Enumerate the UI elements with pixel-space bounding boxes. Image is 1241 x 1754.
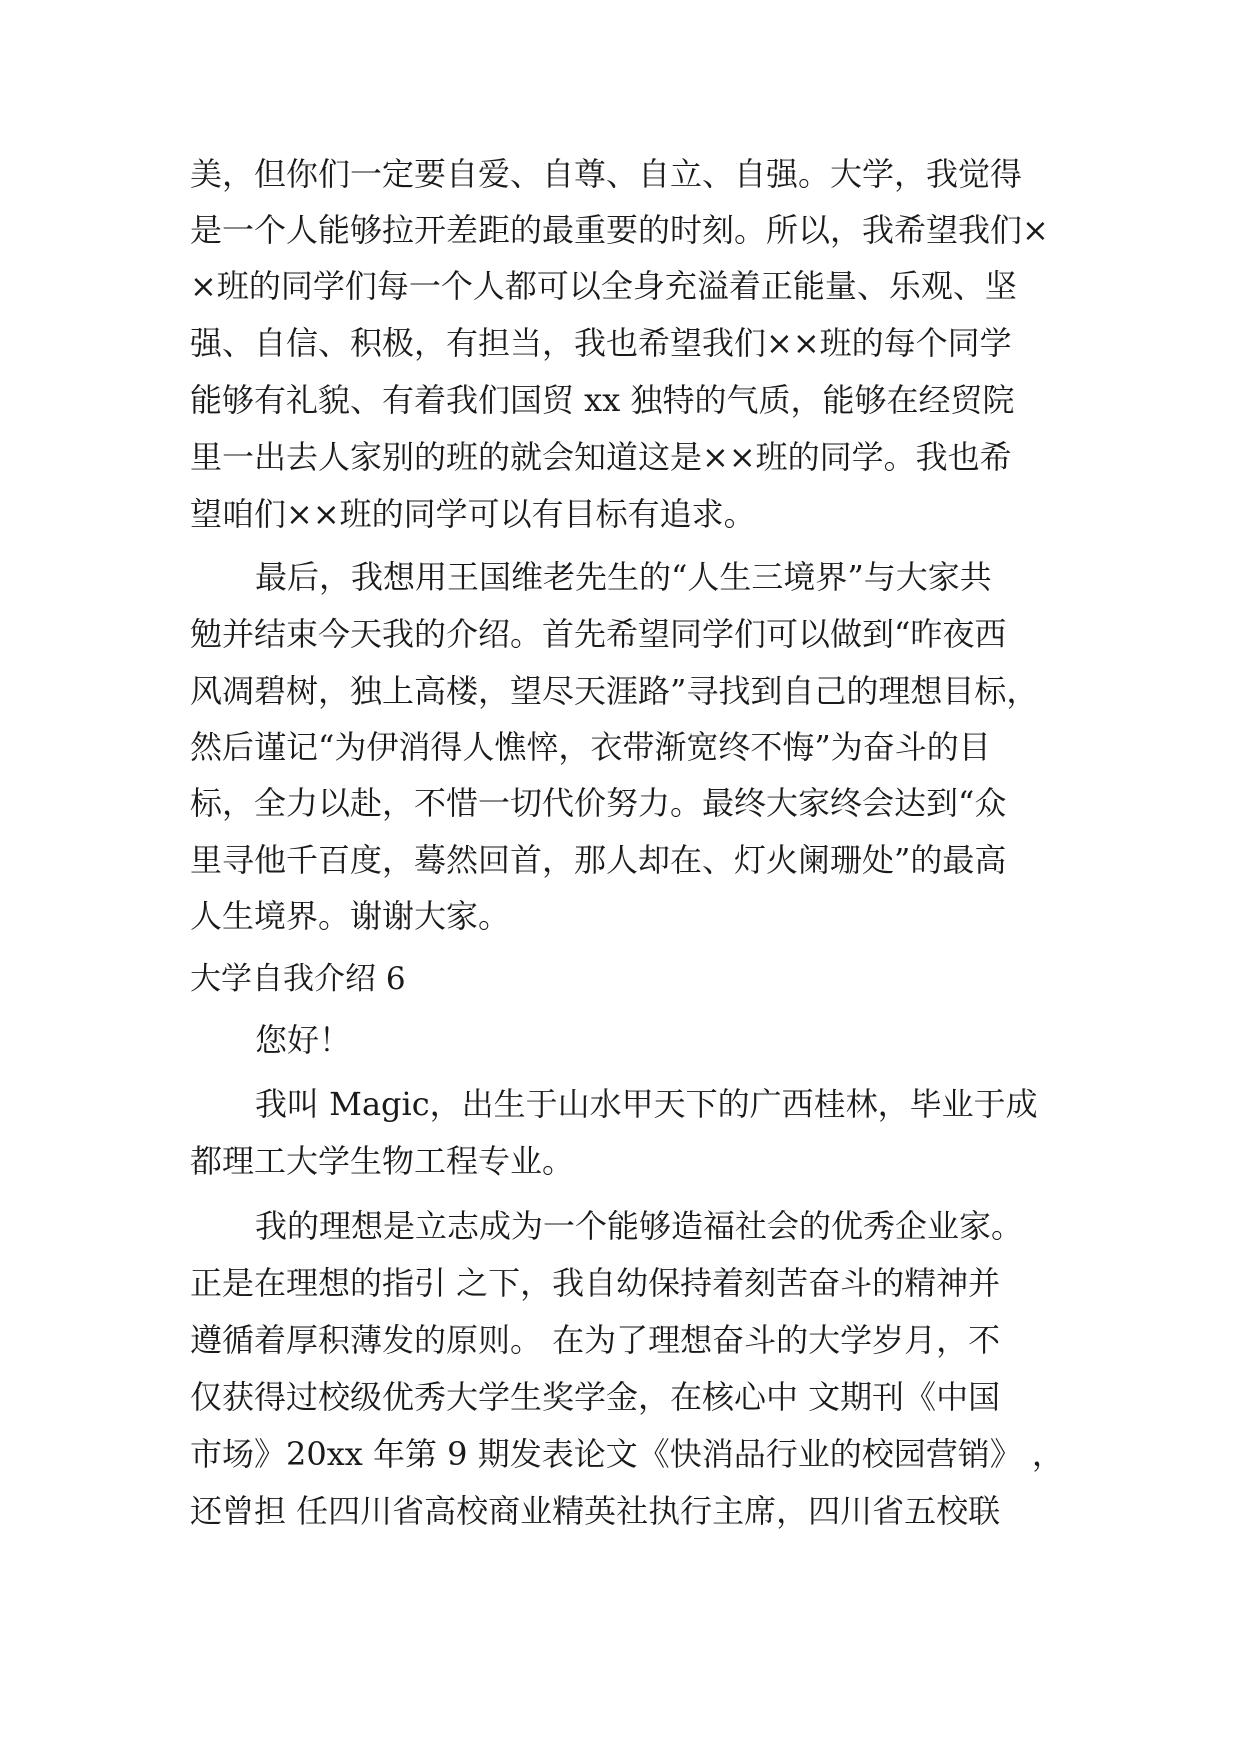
text-line: 风凋碧树，独上高楼，望尽天涯路”寻找到自己的理想目标， <box>190 672 1039 710</box>
greeting: 您好！ <box>255 1021 352 1059</box>
text-line: 美，但你们一定要自爱、自尊、自立、自强。大学，我觉得 <box>190 155 1023 193</box>
text-line: 里一出去人家别的班的就会知道这是××班的同学。我也希 <box>190 438 1012 476</box>
text-line: 遵循着厚积薄发的原则。 在为了理想奋斗的大学岁月，不 <box>190 1321 1001 1359</box>
text-line: 勉并结束今天我的介绍。首先希望同学们可以做到“昨夜西 <box>190 615 1007 653</box>
text-line: 能够有礼貌、有着我们国贸 xx 独特的气质，能够在经贸院 <box>190 381 1015 419</box>
text-line: 是一个人能够拉开差距的最重要的时刻。所以，我希望我们× <box>190 211 1049 249</box>
text-line: 市场》20xx 年第 9 期发表论文《快消品行业的校园营销》 ， <box>190 1435 1064 1473</box>
paragraph-first-line: 最后，我想用王国维老先生的“人生三境界”与大家共 <box>255 558 992 596</box>
text-line: 正是在理想的指引 之下，我自幼保持着刻苦奋斗的精神并 <box>190 1264 1001 1302</box>
text-line: 然后谨记“为伊消得人憔悴，衣带渐宽终不悔”为奋斗的目 <box>190 728 991 766</box>
text-line: 标，全力以赴，不惜一切代价努力。最终大家终会达到“众 <box>190 784 1007 822</box>
paragraph-first-line: 我叫 Magic，出生于山水甲天下的广西桂林，毕业于成 <box>255 1085 1038 1123</box>
text-line: ×班的同学们每一个人都可以全身充溢着正能量、乐观、坚 <box>190 267 1017 305</box>
text-line: 人生境界。谢谢大家。 <box>190 897 511 935</box>
text-line: 还曾担 任四川省高校商业精英社执行主席，四川省五校联 <box>190 1492 1001 1530</box>
section-heading: 大学自我介绍 6 <box>190 961 406 997</box>
text-line: 都理工大学生物工程专业。 <box>190 1142 575 1180</box>
text-line: 里寻他千百度，蓦然回首，那人却在、灯火阑珊处”的最高 <box>190 841 1007 879</box>
text-line: 强、自信、积极，有担当，我也希望我们××班的每个同学 <box>190 324 1012 362</box>
text-line: 望咱们××班的同学可以有目标有追求。 <box>190 495 756 533</box>
text-line: 仅获得过校级优秀大学生奖学金，在核心中 文期刊《中国 <box>190 1378 1001 1416</box>
paragraph-first-line: 我的理想是立志成为一个能够造福社会的优秀企业家。 <box>255 1207 1024 1245</box>
